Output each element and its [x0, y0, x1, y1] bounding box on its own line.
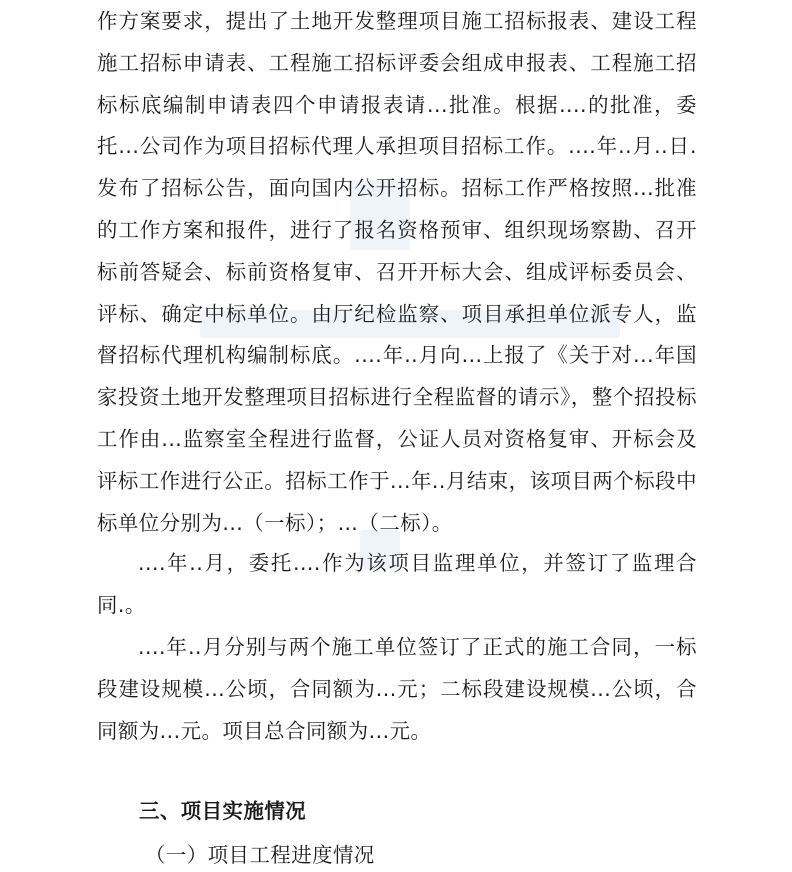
- section-heading: 三、项目实施情况: [139, 799, 307, 823]
- body-paragraph: ....年..月，委托....作为该项目监理单位，并签订了监理合同.。: [97, 551, 697, 617]
- body-paragraph: ....年..月分别与两个施工单位签订了正式的施工合同，一标段建设规模...公顷，合同额为...元；二标段建设规模...公顷，合同额为...元。项目总合同额为...元。: [97, 635, 697, 743]
- subsection-heading: （一）项目工程进度情况: [145, 843, 375, 867]
- body-paragraph: 作方案要求，提出了土地开发整理项目施工招标报表、建设工程施工招标申请表、工程施工招标评委会组成申报表、工程施工招标标底编制申请表四个申请报表请...批准。根据....的批准，委托...公司作为项目招标代理人承担项目招标工作。....年..月..日.发布了招标公告，面向国内公开招标。招标工作严格按照...批准的工作方案和报件，进行了报名资格预审、组织现场察勘、召开标前答疑会、标前资格复审、召开开标大会、组成评标委员会、评标、确定中标单位。由厅纪检监察、项目承担单位派专人，监督招标代理机构编制标底。....年..月向...上报了《关于对...年国家投资土地开发整理项目招标进行全程监督的请示》，整个招投标工作由...监察室全程进行监督，公证人员对资格复审、开标会及评标工作进行公正。招标工作于...年..月结束，该项目两个标段中标单位分别为...（一标）；…（二标）。: [97, 9, 697, 535]
